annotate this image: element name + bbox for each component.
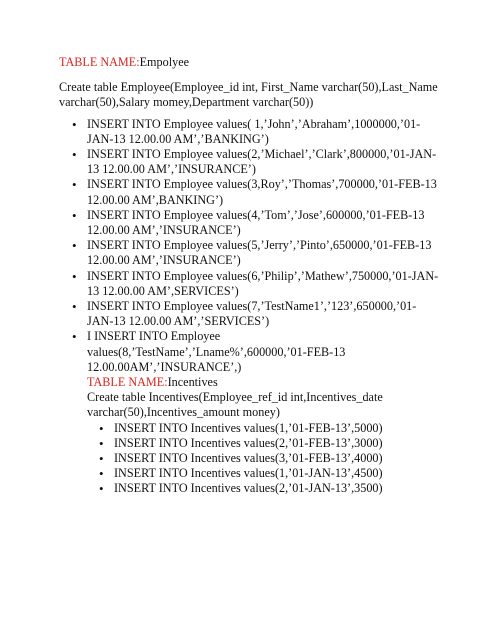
list-item: • INSERT INTO Employee values(4,’Tom’,’Jose’,600000,’01-FEB-13 12.00.00 AM’,’INSURANCE’) bbox=[87, 208, 439, 238]
table-name-value: Incentives bbox=[167, 375, 218, 390]
list-item: • INSERT INTO Incentives values(1,’01-JAN-13’,4500) bbox=[114, 466, 439, 481]
list-item: • INSERT INTO Employee values(5,’Jerry’,’Pinto’,650000,’01-FEB-13 12.00.00 AM’,’INSURANCE’) bbox=[87, 238, 439, 268]
employee-create-statement: Create table Employee(Employee_id int, First_Name varchar(50),Last_Name varchar(50),Salary momey,Department varchar(50)) bbox=[59, 80, 438, 110]
table-name-label: TABLE NAME: bbox=[59, 55, 140, 69]
list-item: • INSERT INTO Incentives values(2,’01-FEB-13’,3000) bbox=[114, 436, 439, 451]
employee-insert-list bbox=[59, 117, 439, 497]
list-item: • INSERT INTO Employee values(3,Roy’,’Thomas’,700000,’01-FEB-13 12.00.00 AM’,BANKING’) bbox=[87, 177, 439, 207]
list-item-text: • I INSERT INTO Employee values(8,’TestName’,’Lname%’,600000,’01-FEB-13 12.00.00AM’,’INSURANCE’,) bbox=[87, 329, 346, 374]
employee-table-heading bbox=[59, 55, 439, 70]
list-item: • INSERT INTO Employee values(2,’Michael’,’Clark’,800000,’01-JAN-13 12.00.00 AM’,’INSURANCE’) bbox=[87, 147, 439, 177]
list-item: • INSERT INTO Incentives values(1,’01-FEB-13’,5000) bbox=[114, 421, 439, 436]
list-item: • INSERT INTO Incentives values(2,’01-JAN-13’,3500) bbox=[114, 481, 439, 496]
list-item: • INSERT INTO Incentives values(3,’01-FEB-13’,4000) bbox=[114, 451, 439, 466]
incentives-create-statement: Create table Incentives(Employee_ref_id int,Incentives_date varchar(50),Incentives_amount money) bbox=[87, 390, 383, 420]
table-name-label: TABLE NAME: bbox=[87, 375, 168, 390]
list-item: • INSERT INTO Employee values( 1,’John’,’Abraham’,1000000,’01-JAN-13 12.00.00 AM’,’BANKING’) bbox=[87, 117, 439, 147]
table-name-value: Empolyee bbox=[139, 55, 190, 69]
list-item: • INSERT INTO Employee values(7,’TestName1’,’123’,650000,’01-JAN-13 12.00.00 AM’,’SERVICES’) bbox=[87, 299, 439, 329]
incentives-table-heading bbox=[87, 375, 439, 390]
list-item-last bbox=[87, 329, 439, 496]
list-item: • INSERT INTO Employee values(6,’Philip’,’Mathew’,750000,’01-JAN-13 12.00.00 AM’,SERVICES’) bbox=[87, 269, 439, 299]
document-page bbox=[59, 55, 439, 497]
incentives-insert-list bbox=[87, 421, 439, 497]
